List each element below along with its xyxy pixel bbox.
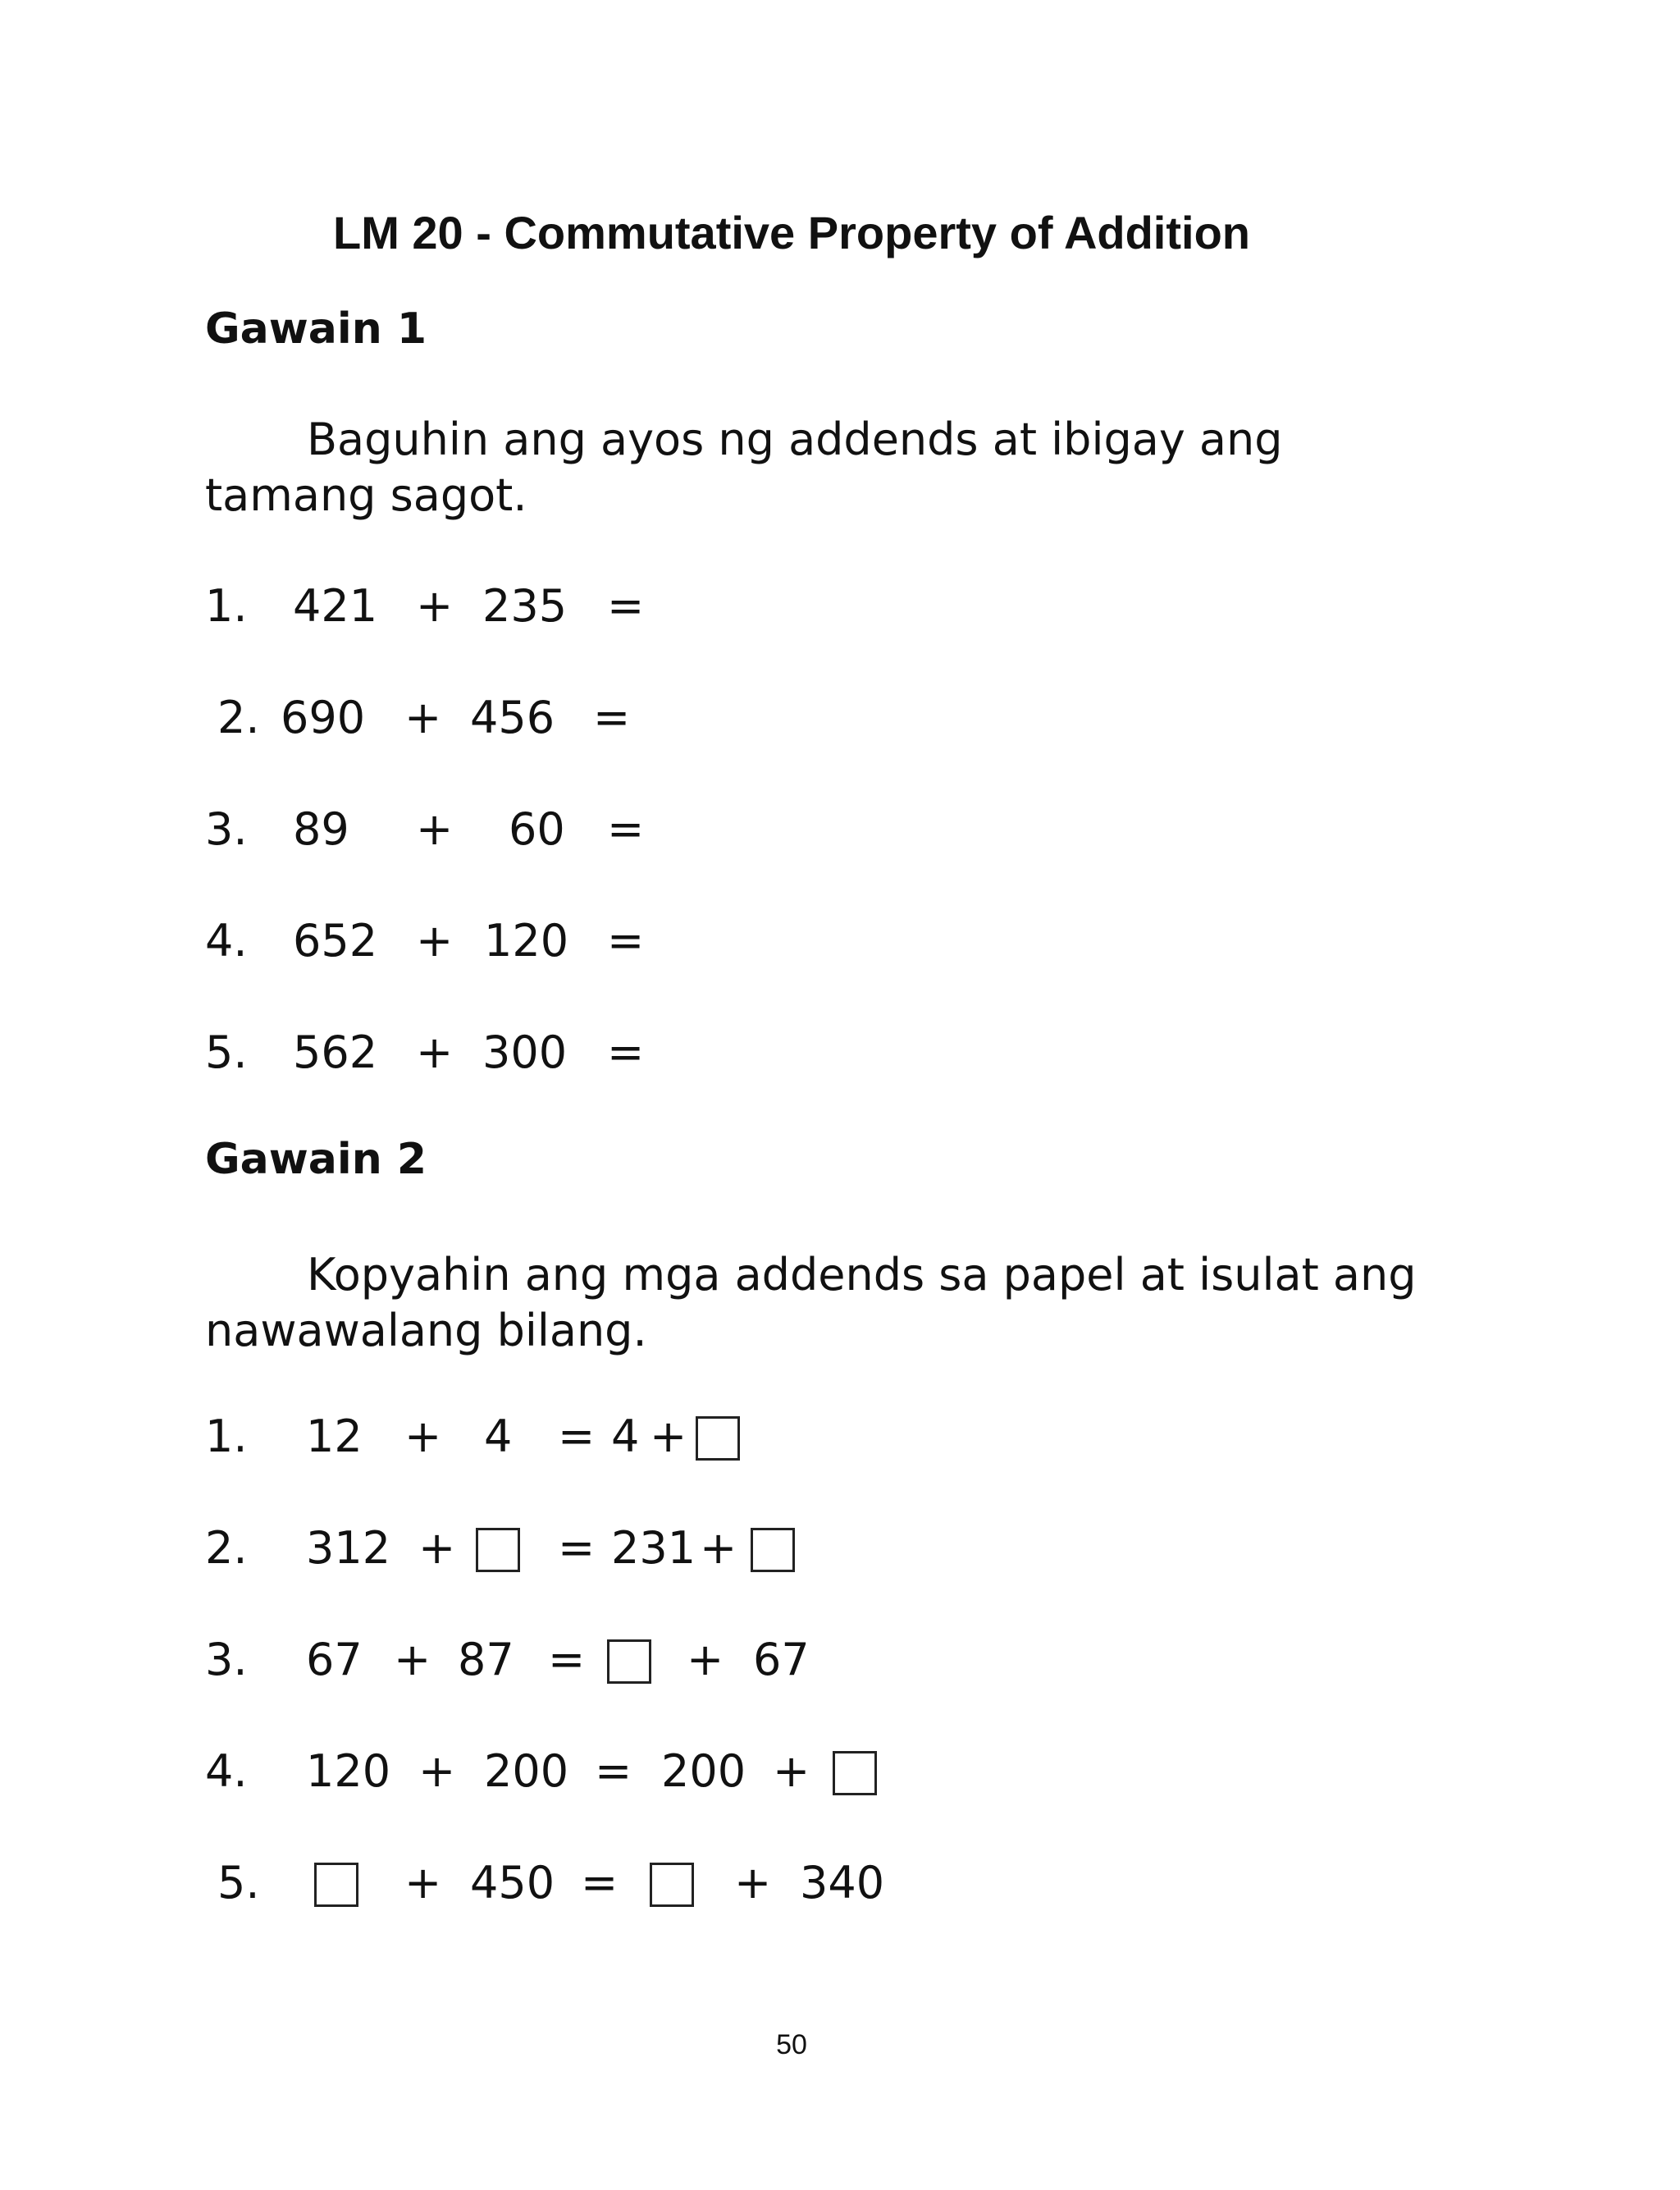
addend-b: 200 <box>484 1745 569 1797</box>
equals-sign: = <box>607 1026 645 1078</box>
equals-sign: = <box>607 580 645 632</box>
answer-box <box>607 1639 651 1684</box>
addend-a: 562 <box>293 1026 378 1078</box>
equals-sign: = <box>548 1634 586 1685</box>
plus-sign: + <box>416 915 454 967</box>
addend-d: 67 <box>753 1634 810 1685</box>
answer-box <box>476 1528 520 1572</box>
item-number: 3. <box>205 1634 248 1685</box>
answer-box <box>314 1863 358 1907</box>
addend-b: 235 <box>482 580 568 632</box>
addend-b: 60 <box>509 803 565 855</box>
addend-a: 690 <box>281 692 366 743</box>
gawain-2-instruction: Kopyahin ang mga addends sa papel at isulat ang nawawalang bilang. <box>205 1249 1417 1356</box>
addend-a: 120 <box>306 1745 391 1797</box>
addend-c: 200 <box>661 1745 746 1797</box>
gawain-1-instruction: Baguhin ang ayos ng addends at ibigay ang tamang sagot. <box>205 414 1283 521</box>
addend-a: 312 <box>306 1522 391 1574</box>
plus-sign: + <box>394 1634 431 1685</box>
equals-sign: = <box>558 1522 596 1574</box>
item-number: 4. <box>205 1745 248 1797</box>
equals-sign: = <box>607 803 645 855</box>
plus-sign: + <box>687 1634 724 1685</box>
item-number: 2. <box>205 1522 248 1574</box>
item-number: 1. <box>205 1410 248 1462</box>
plus-sign: + <box>416 803 454 855</box>
addend-b: 456 <box>470 692 555 743</box>
plus-sign: + <box>773 1745 810 1797</box>
item-number: 2. <box>217 692 260 743</box>
item-number: 3. <box>205 803 248 855</box>
addend-b: 120 <box>484 915 569 967</box>
equals-sign: = <box>593 692 631 743</box>
plus-sign: + <box>734 1857 772 1909</box>
plus-sign: + <box>416 1026 454 1078</box>
answer-box <box>751 1528 795 1572</box>
plus-sign: + <box>404 692 442 743</box>
item-number: 4. <box>205 915 248 967</box>
addend-a: 12 <box>306 1410 363 1462</box>
plus-sign: + <box>700 1522 737 1574</box>
plus-sign: + <box>418 1522 456 1574</box>
addend-a: 89 <box>293 803 349 855</box>
equals-sign: = <box>558 1410 596 1462</box>
gawain-2-heading: Gawain 2 <box>205 1135 427 1184</box>
item-number: 5. <box>217 1857 260 1909</box>
addend-d: 340 <box>800 1857 885 1909</box>
item-number: 1. <box>205 580 248 632</box>
item-number: 5. <box>205 1026 248 1078</box>
plus-sign: + <box>404 1410 442 1462</box>
addend-c: 4 <box>611 1410 640 1462</box>
answer-box <box>833 1751 877 1795</box>
addend-c: 231 <box>611 1522 696 1574</box>
page-number: 50 <box>776 2029 807 2060</box>
addend-a: 652 <box>293 915 378 967</box>
gawain-1-heading: Gawain 1 <box>205 304 427 354</box>
answer-box <box>696 1416 740 1461</box>
addend-a: 421 <box>293 580 378 632</box>
addend-b: 4 <box>484 1410 513 1462</box>
page-title: LM 20 - Commutative Property of Addition <box>333 207 1250 258</box>
plus-sign: + <box>404 1857 442 1909</box>
plus-sign: + <box>650 1410 687 1462</box>
answer-box <box>650 1863 694 1907</box>
plus-sign: + <box>418 1745 456 1797</box>
equals-sign: = <box>581 1857 619 1909</box>
equals-sign: = <box>607 915 645 967</box>
addend-b: 300 <box>482 1026 568 1078</box>
equals-sign: = <box>595 1745 632 1797</box>
addend-b: 450 <box>470 1857 555 1909</box>
plus-sign: + <box>416 580 454 632</box>
addend-b: 87 <box>458 1634 514 1685</box>
addend-a: 67 <box>306 1634 363 1685</box>
